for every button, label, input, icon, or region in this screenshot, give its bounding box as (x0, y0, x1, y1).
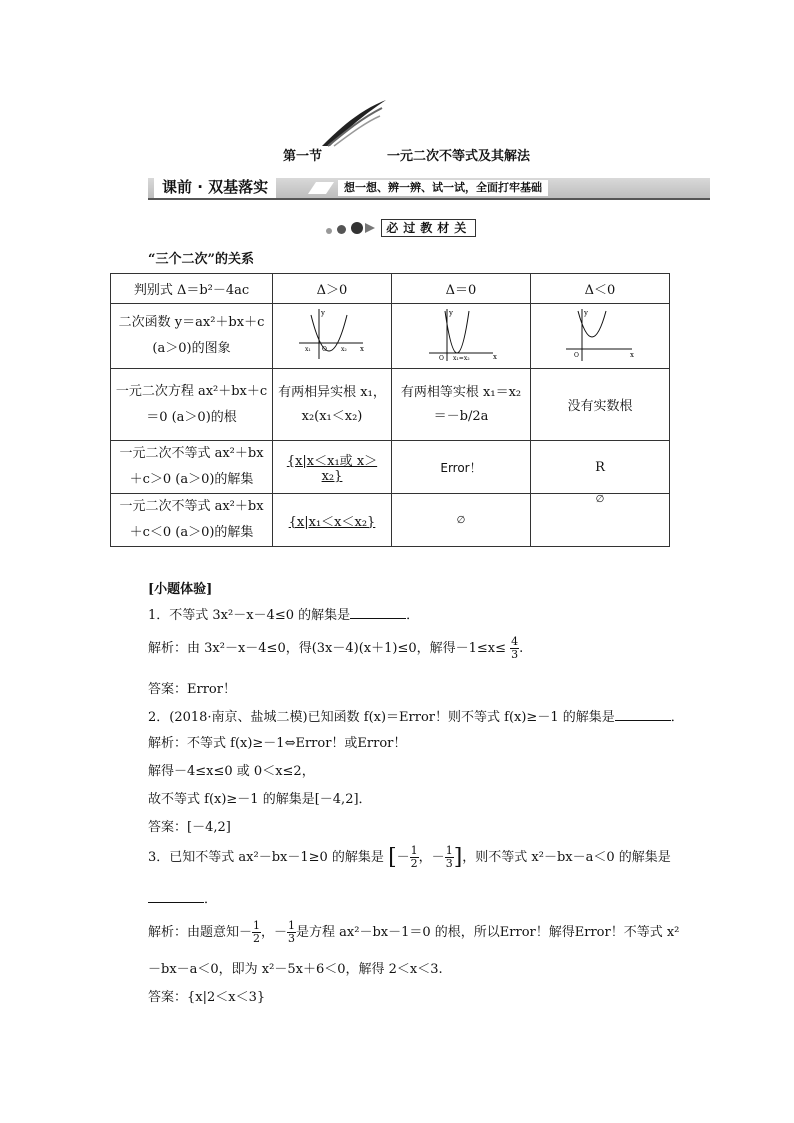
solution-text: ，－ (261, 925, 288, 940)
parabola-one-root-graph (421, 307, 501, 362)
denominator: 2 (410, 857, 418, 870)
numerator: 1 (253, 919, 261, 932)
question-3-text-cont: ，则不等式 x²－bx－a＜0 的解集是 (462, 850, 671, 865)
question-2-text: 2．(2018·南京、盐城二模)已知函数 f(x)＝Error！则不等式 f(x)≥－1 的解集是 (148, 710, 615, 725)
solution-text: 解析：由 3x²－x－4≤0，得(3x－4)(x＋1)≤0，解得－1≤x≤ (148, 641, 507, 656)
table-header-row (111, 274, 670, 304)
numerator: 1 (410, 844, 418, 857)
question-2: 2．(2018·南京、盐城二模)已知函数 f(x)＝Error！则不等式 f(x)≥－1 的解集是 ． (148, 710, 684, 725)
swoosh-logo-icon (320, 98, 390, 148)
graph-no-root (531, 304, 670, 369)
double-root-label: x₁=x₂ (453, 354, 470, 362)
answer-blank (148, 890, 204, 903)
table-row (111, 441, 670, 494)
table-header-cell: 判别式 Δ＝b²－4ac (111, 274, 273, 304)
question-3-text: 3．已知不等式 ax²－bx－1≥0 的解集是 (148, 850, 384, 865)
section-banner (148, 178, 710, 200)
fraction (510, 636, 519, 661)
fraction (445, 845, 454, 870)
question-1-answer: 答案：Error！ (148, 682, 236, 697)
origin-label: O (574, 351, 579, 359)
question-1: 1．不等式 3x²－x－4≤0 的解集是 ． (148, 608, 420, 623)
question-2-answer: 答案：[－4,2] (148, 820, 231, 835)
root-x2-label: x₂ (341, 345, 347, 353)
table-row (111, 369, 670, 441)
parabola-two-roots-graph (297, 307, 367, 362)
denominator: 2 (253, 932, 261, 945)
arrow-right-icon (363, 221, 377, 235)
question-2-solution-line-2: 解得－4≤x≤0 或 0＜x≤2， (148, 764, 315, 779)
bracket-icon: ] (453, 845, 463, 870)
banner-divider-icon (308, 182, 334, 194)
table-row (111, 304, 670, 369)
table-cell: 有两相等实根 x₁＝x₂＝－b/2a (392, 369, 531, 441)
question-2-solution-line-1: 解析：不等式 f(x)≥－1⇔Error！或Error！ (148, 736, 407, 751)
dots-icon (326, 219, 363, 238)
row-label: 二次函数 y＝ax²＋bx＋c (a＞0)的图象 (111, 304, 273, 369)
root-x1-label: x₁ (305, 345, 311, 353)
table-header-cell: Δ＞0 (273, 274, 392, 304)
table-row (111, 494, 670, 547)
denominator: 3 (511, 648, 519, 661)
table-cell: {x|x₁＜x＜x₂} (273, 494, 392, 547)
question-3-answer: 答案：{x|2＜x＜3} (148, 990, 266, 1005)
question-1-solution: 解析：由 3x²－x－4≤0，得(3x－4)(x＋1)≤0，解得－1≤x≤ $\frac{4}{3}$ . (148, 635, 524, 661)
numerator: 1 (288, 919, 296, 932)
solution-text: 是方程 ax²－bx－1＝0 的根，所以Error！解得Error！不等式 x² (296, 925, 680, 940)
row-label: 一元二次方程 ax²＋bx＋c＝0 (a＞0)的根 (111, 369, 273, 441)
subheading-label: 必过教材关 (381, 219, 476, 237)
question-1-text: 1．不等式 3x²－x－4≤0 的解集是 (148, 608, 351, 623)
axis-y-label: y (449, 308, 453, 317)
question-2-solution-line-3: 故不等式 f(x)≥－1 的解集是[－4,2]． (148, 792, 372, 807)
row-label: 一元二次不等式 ax²＋bx＋c＜0 (a＞0)的解集 (111, 494, 273, 547)
subheading (326, 218, 476, 238)
question-3-solution (148, 920, 679, 945)
axis-y-label: y (584, 308, 588, 317)
table-header-cell: Δ＝0 (392, 274, 531, 304)
origin-label: O (322, 345, 327, 353)
practice-title: [小题体验] (148, 582, 213, 597)
axis-x-label: x (360, 344, 364, 353)
table-header-cell: Δ＜0 (531, 274, 670, 304)
table-cell: ∅ (392, 494, 531, 547)
parabola-no-root-graph (560, 307, 640, 362)
fraction (287, 920, 296, 945)
denominator: 3 (288, 932, 296, 945)
question-3-blank-line: ． (148, 888, 217, 907)
numerator: 1 (445, 844, 453, 857)
table-cell: 有两相异实根 x₁，x₂(x₁＜x₂) (273, 369, 392, 441)
graph-one-root (392, 304, 531, 369)
table-cell: R (531, 441, 670, 494)
fraction (252, 920, 261, 945)
table-cell: ∅ (531, 494, 670, 547)
axis-y-label: y (321, 308, 325, 317)
row-label: 一元二次不等式 ax²＋bx＋c＞0 (a＞0)的解集 (111, 441, 273, 494)
axis-x-label: x (630, 350, 634, 359)
solution-text: 解析：由题意知－ (148, 925, 253, 940)
numerator: 4 (511, 635, 519, 648)
banner-label: 课前 · 双基落实 (154, 176, 276, 198)
section-title: 一元二次不等式及其解法 (387, 149, 531, 164)
axis-x-label: x (493, 352, 497, 361)
bracket-icon: [ (388, 845, 397, 870)
fraction (410, 845, 419, 870)
answer-blank (615, 708, 671, 721)
banner-tagline: 想一想、辨一辨、试一试，全面打牢基础 (338, 180, 548, 196)
denominator: 3 (445, 857, 453, 870)
answer-blank (350, 606, 406, 619)
question-3-solution-line-2: －bx－a＜0，即为 x²－5x＋6＜0，解得 2＜x＜3. (148, 962, 443, 977)
question-3: 3．已知不等式 ax²－bx－1≥0 的解集是 [－ $\frac{1}{2}$ ，－ $\frac{1}{3}$ ]，则不等式 x²－bx－a＜0 的解集是 (148, 844, 671, 870)
graph-two-roots (273, 304, 392, 369)
table-cell: Error！ (392, 441, 531, 494)
section-number: 第一节 (283, 149, 323, 164)
relationship-table (110, 273, 670, 547)
table-cell: {x|x＜x₁或 x＞x₂} (273, 441, 392, 494)
intro-text: “三个二次”的关系 (148, 252, 254, 267)
origin-label: O (439, 354, 444, 362)
table-cell: 没有实数根 (531, 369, 670, 441)
